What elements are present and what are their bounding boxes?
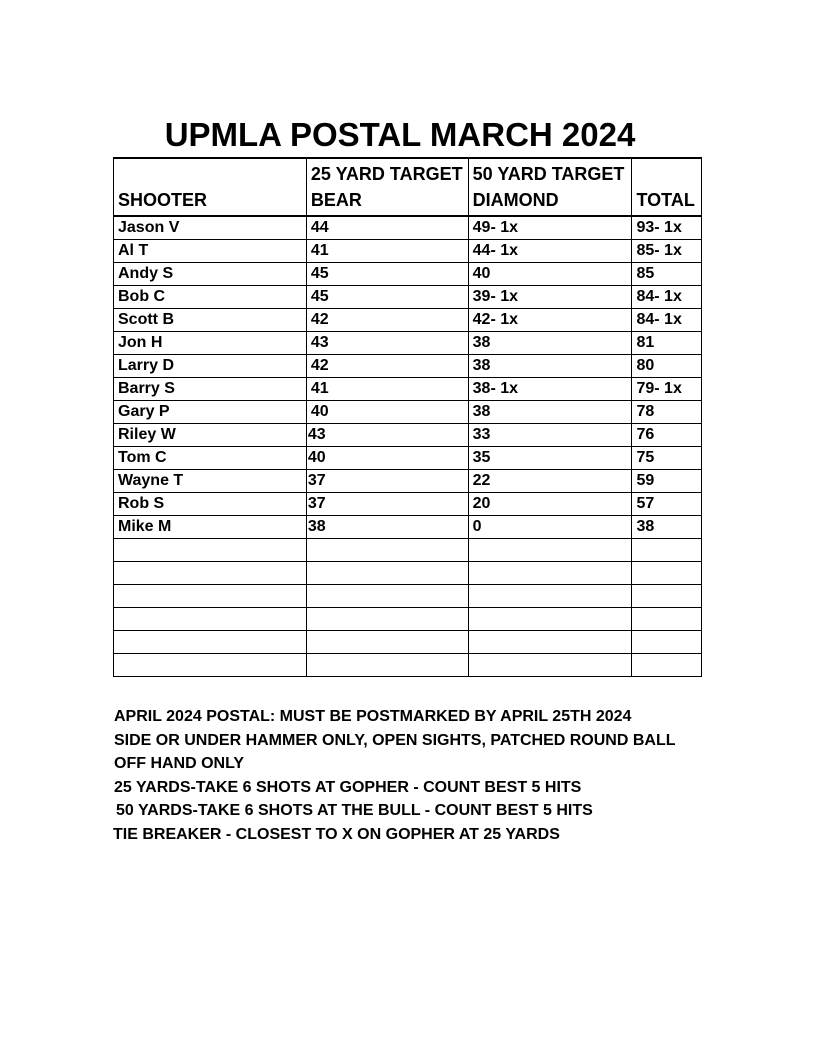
cell-total: 59 [632,470,702,493]
header-50-yard-line1: 50 YARD TARGET [472,164,625,184]
cell-shooter: Tom C [114,447,307,470]
header-shooter [114,158,307,216]
cell-25-yard: 40 [306,401,468,424]
header-50-yard [468,158,632,216]
cell-shooter: Rob S [114,493,307,516]
cell-shooter: Jason V [114,216,307,240]
header-total-label: TOTAL [636,190,695,210]
empty-cell [632,631,702,654]
empty-table-row [114,654,702,677]
table-row [114,216,702,240]
note-line: APRIL 2024 POSTAL: MUST BE POSTMARKED BY APRIL 25TH 2024 [114,708,632,725]
empty-cell [306,608,468,631]
empty-cell [306,585,468,608]
cell-total: 93- 1x [632,216,702,240]
empty-cell [468,539,632,562]
cell-50-yard: 22 [468,470,632,493]
table-row [114,401,702,424]
empty-cell [632,539,702,562]
cell-25-yard: 45 [306,286,468,309]
cell-total: 57 [632,493,702,516]
scores-table [113,157,702,677]
header-25-yard-line1: 25 YARD TARGET [310,164,463,184]
note-line: 25 YARDS-TAKE 6 SHOTS AT GOPHER - COUNT BEST 5 HITS [114,778,582,796]
cell-25-yard: 45 [306,263,468,286]
notes-block [114,705,676,846]
cell-50-yard: 0 [468,516,632,539]
table-row [114,378,702,401]
note-line: OFF HAND ONLY [114,755,245,772]
table-row [114,286,702,309]
cell-50-yard: 42- 1x [468,309,632,332]
header-shooter-label: SHOOTER [118,190,208,210]
cell-25-yard: 43 [306,332,468,355]
table-row [114,470,702,493]
note-line: SIDE OR UNDER HAMMER ONLY, OPEN SIGHTS, PATCHED ROUND BALL [114,731,676,749]
cell-shooter: Al T [114,240,307,263]
empty-table-row [114,608,702,631]
cell-total: 38 [632,516,702,539]
empty-cell [306,562,468,585]
cell-50-yard: 20 [468,493,632,516]
cell-50-yard: 35 [468,447,632,470]
cell-shooter: Mike M [114,516,307,539]
cell-total: 79- 1x [632,378,702,401]
empty-cell [468,608,632,631]
empty-cell [468,585,632,608]
table-body [114,216,702,677]
cell-shooter: Barry S [114,378,307,401]
cell-25-yard: 42 [306,309,468,332]
note-line: 50 YARDS-TAKE 6 SHOTS AT THE BULL - COUNT BEST 5 HITS [116,802,593,819]
cell-25-yard: 43 [306,424,468,447]
cell-50-yard: 39- 1x [468,286,632,309]
empty-cell [632,608,702,631]
cell-total: 75 [632,447,702,470]
table-row [114,263,702,286]
cell-25-yard: 37 [306,493,468,516]
cell-25-yard: 38 [306,516,468,539]
empty-cell [632,654,702,677]
cell-25-yard: 41 [306,378,468,401]
empty-cell [114,585,307,608]
empty-cell [114,539,307,562]
header-25-yard [306,158,468,216]
cell-shooter: Wayne T [114,470,307,493]
cell-25-yard: 44 [306,216,468,240]
page-title: UPMLA POSTAL MARCH 2024 [164,116,636,153]
cell-shooter: Gary P [114,401,307,424]
cell-25-yard: 41 [306,240,468,263]
empty-cell [632,562,702,585]
empty-cell [306,654,468,677]
cell-50-yard: 38 [468,332,632,355]
header-50-yard-line2: DIAMOND [472,190,559,210]
cell-total: 76 [632,424,702,447]
cell-shooter: Jon H [114,332,307,355]
cell-50-yard: 49- 1x [468,216,632,240]
cell-total: 81 [632,332,702,355]
table-row [114,355,702,378]
table-row [114,447,702,470]
empty-cell [114,654,307,677]
note-line: TIE BREAKER - CLOSEST TO X ON GOPHER AT 25 YARDS [113,825,560,843]
empty-cell [306,539,468,562]
table-row [114,332,702,355]
table-row [114,240,702,263]
header-total [632,158,702,216]
empty-cell [114,631,307,654]
table-row [114,424,702,447]
cell-50-yard: 33 [468,424,632,447]
empty-cell [114,562,307,585]
empty-cell [468,562,632,585]
empty-cell [468,631,632,654]
empty-table-row [114,585,702,608]
table-header-row [114,158,702,216]
cell-total: 85- 1x [632,240,702,263]
cell-total: 84- 1x [632,286,702,309]
cell-shooter: Bob C [114,286,307,309]
cell-50-yard: 40 [468,263,632,286]
cell-shooter: Scott B [114,309,307,332]
cell-total: 84- 1x [632,309,702,332]
cell-total: 85 [632,263,702,286]
empty-table-row [114,631,702,654]
empty-cell [114,608,307,631]
empty-cell [306,631,468,654]
cell-50-yard: 44- 1x [468,240,632,263]
cell-shooter: Riley W [114,424,307,447]
empty-cell [468,654,632,677]
table-row [114,516,702,539]
cell-50-yard: 38 [468,401,632,424]
cell-25-yard: 40 [306,447,468,470]
cell-25-yard: 37 [306,470,468,493]
empty-cell [632,585,702,608]
cell-25-yard: 42 [306,355,468,378]
cell-total: 78 [632,401,702,424]
table-row [114,309,702,332]
cell-50-yard: 38- 1x [468,378,632,401]
empty-table-row [114,562,702,585]
cell-shooter: Larry D [114,355,307,378]
cell-50-yard: 38 [468,355,632,378]
header-25-yard-line2: BEAR [310,190,362,210]
empty-table-row [114,539,702,562]
table-row [114,493,702,516]
cell-total: 80 [632,355,702,378]
cell-shooter: Andy S [114,263,307,286]
